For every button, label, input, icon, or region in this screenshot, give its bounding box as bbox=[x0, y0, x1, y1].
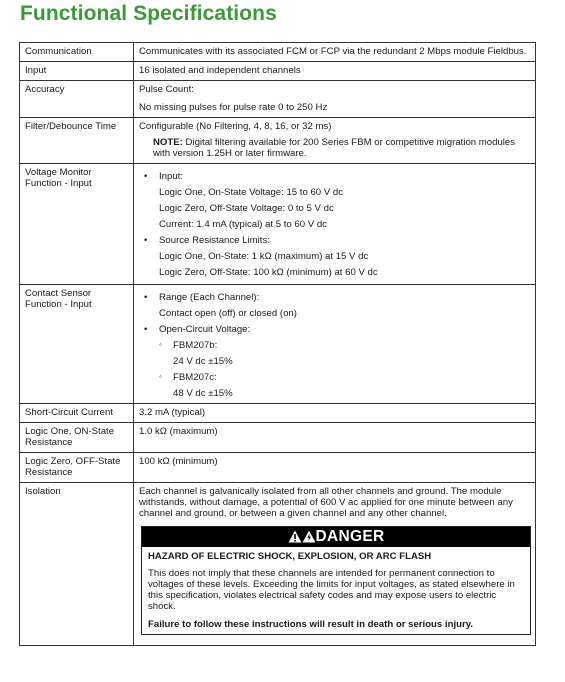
isolation-text: Each channel is galvanically isolated from all other channels and ground. The module withstands, without damage, a potential of 600 V ac applied for one minute between any channel and ground, or between a given channel and any other channel. bbox=[139, 486, 513, 519]
bullet-text: Open-Circuit Voltage: bbox=[159, 324, 251, 335]
contact-sensor-value bbox=[134, 285, 536, 404]
list-item bbox=[139, 171, 530, 182]
note-text: Digital filtering available for 200 Series FBM or competitive migration modules with version 1.25H or later firmware. bbox=[153, 137, 516, 159]
row-label: Communication bbox=[20, 43, 134, 62]
sub-bullet-text: FBM207c: bbox=[173, 372, 217, 383]
table-row bbox=[20, 423, 536, 453]
row-label: Contact Sensor Function - Input bbox=[20, 285, 134, 404]
bullet-icon: • bbox=[144, 324, 148, 335]
list-item bbox=[139, 292, 530, 303]
list-line: Logic Zero, Off-State: 100 kΩ (minimum) at 60 V dc bbox=[159, 267, 378, 278]
row-label: Input bbox=[20, 62, 134, 81]
row-label: Short-Circuit Current bbox=[20, 404, 134, 423]
list-line: Logic One, On-State Voltage: 15 to 60 V dc bbox=[159, 187, 344, 198]
table-row bbox=[20, 164, 536, 285]
table-row bbox=[20, 285, 536, 404]
bullet-icon: • bbox=[144, 292, 148, 303]
row-label: Voltage Monitor Function - Input bbox=[20, 164, 134, 285]
table-row bbox=[20, 453, 536, 483]
row-label: Logic One, ON-State Resistance bbox=[20, 423, 134, 453]
list-line: Contact open (off) or closed (on) bbox=[159, 308, 297, 319]
sub-bullet-text: FBM207b: bbox=[173, 340, 218, 351]
hollow-circle-icon: ◦ bbox=[159, 340, 162, 349]
bullet-icon: • bbox=[144, 171, 148, 182]
logic-one-value: 1.0 kΩ (maximum) bbox=[134, 423, 536, 453]
danger-box bbox=[141, 526, 531, 635]
list-line: Logic Zero, Off-State Voltage: 0 to 5 V dc bbox=[159, 203, 334, 214]
bullet-text: Source Resistance Limits: bbox=[159, 235, 270, 246]
filter-value bbox=[134, 118, 536, 164]
list-line: Current: 1.4 mA (typical) at 5 to 60 V dc bbox=[159, 219, 327, 230]
row-label: Filter/Debounce Time bbox=[20, 118, 134, 164]
table-row bbox=[20, 43, 536, 62]
voltage-monitor-value bbox=[134, 164, 536, 285]
warning-triangle-icon bbox=[302, 528, 316, 545]
specifications-table bbox=[19, 42, 536, 646]
hazard-title: HAZARD OF ELECTRIC SHOCK, EXPLOSION, OR ARC FLASH bbox=[148, 551, 432, 562]
danger-body bbox=[142, 547, 530, 634]
table-row bbox=[20, 483, 536, 646]
accuracy-line: No missing pulses for pulse rate 0 to 250 Hz bbox=[139, 102, 328, 113]
short-circuit-value: 3.2 mA (typical) bbox=[134, 404, 536, 423]
sub-list-item bbox=[139, 372, 530, 383]
list-item bbox=[139, 324, 530, 335]
page-title: Functional Specifications bbox=[20, 2, 277, 25]
list-line: 48 V dc ±15% bbox=[173, 388, 233, 399]
table-row bbox=[20, 81, 536, 118]
list-line: Logic One, On-State: 1 kΩ (maximum) at 15 V dc bbox=[159, 251, 369, 262]
table-row bbox=[20, 118, 536, 164]
list-item bbox=[139, 235, 530, 246]
hollow-circle-icon: ◦ bbox=[159, 372, 162, 381]
row-label: Isolation bbox=[20, 483, 134, 646]
bullet-text: Range (Each Channel): bbox=[159, 292, 260, 303]
sub-list-item bbox=[139, 340, 530, 351]
isolation-value bbox=[134, 483, 536, 646]
logic-zero-value: 100 kΩ (minimum) bbox=[134, 453, 536, 483]
note-label: NOTE: bbox=[153, 137, 183, 148]
row-label: Logic Zero, OFF-State Resistance bbox=[20, 453, 134, 483]
filter-note bbox=[153, 137, 530, 159]
accuracy-line: Pulse Count: bbox=[139, 84, 194, 95]
table-row bbox=[20, 62, 536, 81]
communication-text: Communicates with its associated FCM or FCP via the redundant 2 Mbps module Fieldbus. bbox=[139, 46, 527, 57]
danger-header bbox=[142, 527, 530, 547]
danger-label: DANGER bbox=[315, 528, 385, 545]
list-line: 24 V dc ±15% bbox=[173, 356, 233, 367]
hazard-failure: Failure to follow these instructions will result in death or serious injury. bbox=[148, 619, 473, 630]
row-label: Accuracy bbox=[20, 81, 134, 118]
warning-triangle-icon bbox=[288, 528, 302, 545]
bullet-text: Input: bbox=[159, 171, 184, 182]
accuracy-value bbox=[134, 81, 536, 118]
communication-value bbox=[134, 43, 536, 62]
bullet-icon: • bbox=[144, 235, 148, 246]
input-value: 16 isolated and independent channels bbox=[134, 62, 536, 81]
filter-text: Configurable (No Filtering, 4, 8, 16, or 32 ms) bbox=[139, 121, 332, 132]
table-row bbox=[20, 404, 536, 423]
hazard-text: This does not imply that these channels are intended for permanent connection to voltages of these levels. Exceeding the limits for input voltages, as stated elsewhere in this specification, violates electrical safety codes and may expose users to electric shock. bbox=[148, 568, 515, 612]
